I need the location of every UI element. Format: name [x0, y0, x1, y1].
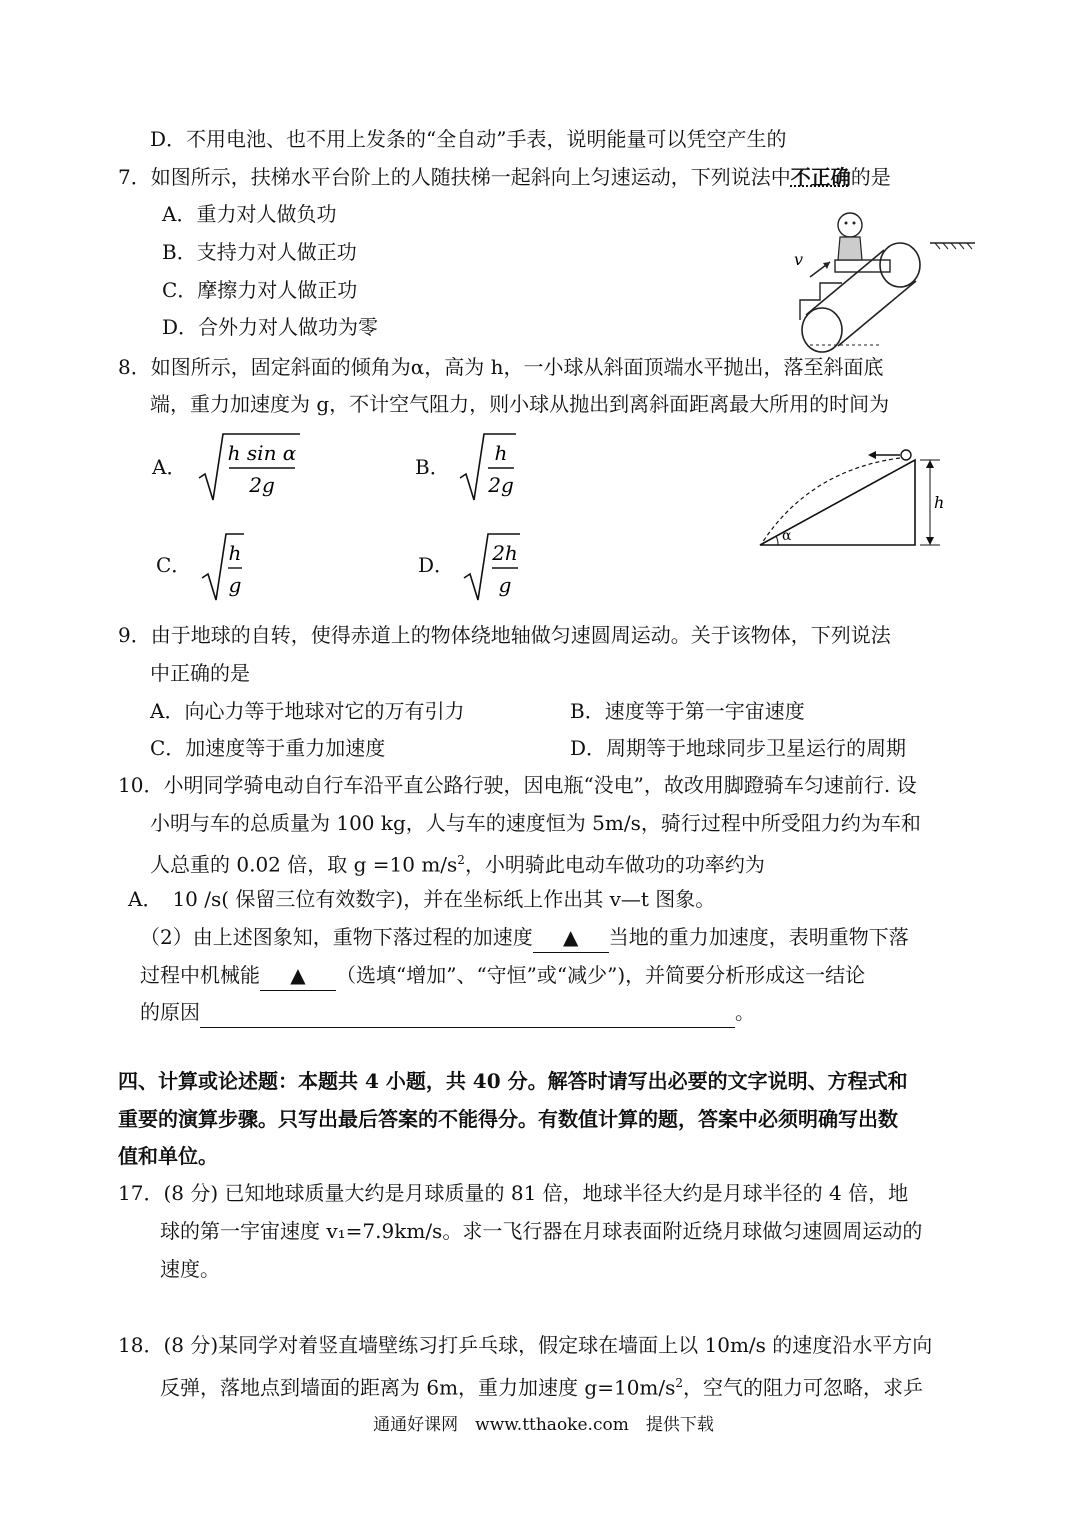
q8-option-a-formula [195, 430, 305, 505]
q9-option-c: C．加速度等于重力加速度 [150, 736, 386, 760]
section4-line3: 值和单位。 [118, 1144, 218, 1168]
page-footer: 通通好课网 www.tthaoke.com 提供下载 [373, 1415, 714, 1435]
figure-label-v: v [794, 250, 804, 269]
q8-d-denominator: g [498, 573, 512, 597]
q7-option-d: D．合外力对人做功为零 [162, 315, 379, 339]
q8-stem-line1: 8．如图所示，固定斜面的倾角为α，高为 h，一小球从斜面顶端水平抛出，落至斜面底 [118, 355, 884, 379]
q10-superscript: 2 [457, 853, 465, 867]
q10-stem-line2: 小明与车的总质量为 100 kg，人与车的速度恒为 5m/s，骑行过程中所受阻力约为车和 [150, 811, 921, 835]
q7-stem-emphasis: 不正确 [790, 165, 851, 189]
q8-option-d-formula [460, 530, 525, 605]
q8-option-b-label: B． [415, 455, 450, 479]
q8-stem-line2: 端，重力加速度为 g，不计空气阻力，则小球从抛出到离斜面距离最大所用的时间为 [150, 392, 890, 416]
q10-stem-line3-a: 人总重的 0.02 倍，取 g =10 m/s [150, 852, 458, 877]
q17-line1: 17．(8 分) 已知地球质量大约是月球质量的 81 倍，地球半径大约是月球半径的 4 倍，地 [118, 1181, 909, 1205]
q7-option-a: A．重力对人做负功 [162, 202, 337, 226]
q18-line2-b: ，空气的阻力可忽略，求乒 [683, 1375, 924, 1400]
q6-option-d: D．不用电池、也不用上发条的“全自动”手表，说明能量可以凭空产生的 [150, 127, 787, 151]
q8-b-denominator: 2g [488, 473, 514, 497]
q7-option-b: B．支持力对人做正功 [162, 240, 357, 264]
q16-2-line2-b: （选填“增加”、“守恒”或“减少”)，并简要分析形成这一结论 [336, 963, 866, 987]
figure-label-h: h [934, 493, 945, 512]
q16-2-line3-a: 的原因 [140, 1000, 200, 1024]
answer-blank-3[interactable] [200, 997, 735, 1028]
q8-a-denominator: 2g [249, 473, 275, 497]
q7-stem-before: 7．如图所示，扶梯水平台阶上的人随扶梯一起斜向上匀速运动，下列说法中 [118, 165, 791, 189]
q8-option-c-formula [198, 530, 248, 605]
ball [901, 450, 911, 460]
q10-option-a: A． 10 /s( 保留三位有效数字)，并在坐标纸上作出其 v—t 图象。 [128, 887, 716, 911]
section4-line1: 四、计算或论述题：本题共 4 小题，共 40 分。解答时请写出必要的文字说明、方程式和 [118, 1069, 908, 1093]
q10-stem-line1: 10．小明同学骑电动自行车沿平直公路行驶，因电瓶“没电”，故改用脚蹬骑车匀速前行. 设 [118, 773, 917, 797]
q17-line2: 球的第一宇宙速度 v₁=7.9km/s。求一飞行器在月球表面附近绕月球做匀速圆周运动的 [160, 1219, 923, 1243]
q7-stem-after: 的是 [850, 165, 891, 189]
q16-2-line2 [140, 960, 865, 991]
q17-line3: 速度。 [160, 1257, 220, 1281]
q10-stem-line3-b: ，小明骑此电动车做功的功率约为 [464, 852, 765, 877]
q9-option-d: D．周期等于地球同步卫星运行的周期 [570, 736, 907, 760]
q8-option-d-label: D． [418, 553, 455, 577]
q8-a-numerator: h sin α [227, 441, 297, 465]
q16-2-line1 [140, 922, 909, 953]
q9-option-b: B．速度等于第一宇宙速度 [570, 699, 805, 723]
answer-blank-2[interactable]: ▲ [260, 960, 336, 991]
escalator-figure [780, 205, 980, 355]
q8-c-numerator: h [228, 541, 242, 565]
incline-figure [750, 440, 960, 555]
q18-superscript: 2 [675, 1376, 684, 1390]
q8-option-c-label: C． [156, 553, 192, 577]
q18-line2-a: 反弹，落地点到墙面的距离为 6m，重力加速度 g=10m/s [160, 1375, 676, 1400]
q7-stem [118, 162, 891, 192]
q8-d-numerator: 2h [492, 541, 518, 565]
answer-blank-1[interactable]: ▲ [533, 922, 609, 953]
q9-stem-line1: 9．由于地球的自转，使得赤道上的物体绕地轴做匀速圆周运动。关于该物体，下列说法 [118, 623, 891, 647]
q8-c-denominator: g [228, 573, 242, 597]
q18-line2 [160, 1368, 923, 1403]
q16-2-line3 [140, 997, 755, 1028]
q9-option-a: A．向心力等于地球对它的万有引力 [150, 699, 465, 723]
q8-option-a-label: A． [152, 455, 187, 479]
q16-2-line1-b: 当地的重力加速度，表明重物下落 [608, 925, 909, 949]
section4-line2: 重要的演算步骤。只写出最后答案的不能得分。有数值计算的题，答案中必须明确写出数 [118, 1107, 898, 1131]
q8-b-numerator: h [494, 441, 508, 465]
q9-stem-line2: 中正确的是 [150, 661, 250, 685]
q10-stem-line3 [150, 845, 765, 880]
person-head [838, 213, 862, 237]
q16-2-line3-end: 。 [735, 1000, 755, 1024]
q7-option-c: C．摩擦力对人做正功 [162, 278, 358, 302]
q16-2-line2-a: 过程中机械能 [140, 963, 260, 987]
person-body [838, 237, 862, 260]
q18-line1: 18．(8 分)某同学对着竖直墙壁练习打乒乓球，假定球在墙面上以 10m/s 的速度沿水平方向 [118, 1333, 933, 1357]
figure-label-alpha: α [782, 528, 792, 544]
q8-option-b-formula [456, 430, 521, 505]
q16-2-line1-a: （2）由上述图象知，重物下落过程的加速度 [140, 925, 533, 949]
